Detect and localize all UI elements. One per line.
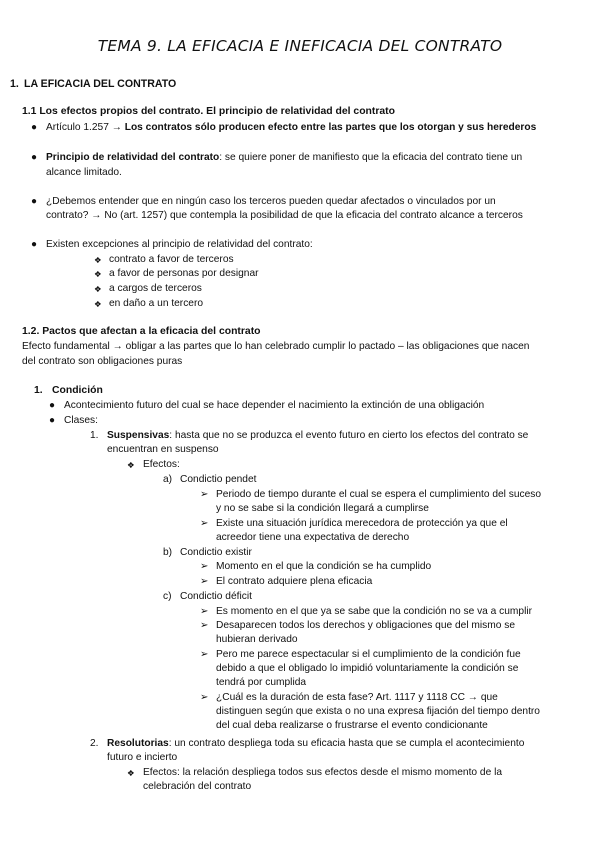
paragraph xyxy=(107,429,528,443)
paragraph-line: Existen excepciones al principio de relatividad del contrato: xyxy=(46,239,313,250)
document-title: TEMA 9. LA EFICACIA E INEFICACIA DEL CONTRATO xyxy=(97,37,503,55)
list-letter: b) xyxy=(163,547,173,558)
paragraph-line: Periodo de tiempo durante el cual se espera el cumplimiento del suceso xyxy=(216,489,542,500)
paragraph-line: Efecto fundamental → obligar a las partes que lo han celebrado cumplir lo pactado – las obligaciones que nacen xyxy=(22,341,530,352)
diamond-bullet-icon: ❖ xyxy=(94,269,102,279)
list-number: 2. xyxy=(90,738,99,749)
paragraph-line: El contrato adquiere plena eficacia xyxy=(216,576,373,587)
text-run: : un contrato despliega toda su eficacia hasta que se cumpla el acontecimiento xyxy=(168,738,525,749)
paragraph xyxy=(46,151,522,165)
bullet-dot: ● xyxy=(31,152,38,163)
paragraph-line: ¿Cuál es la duración de esta fase? Art. 1117 y 1118 CC → que xyxy=(216,692,498,703)
arrowhead-bullet-icon: ➢ xyxy=(200,620,209,631)
arrowhead-bullet-icon: ➢ xyxy=(200,561,209,572)
paragraph-line: Pero me parece espectacular si el cumplimiento de la condición fue xyxy=(216,649,521,660)
arrowhead-bullet-icon: ➢ xyxy=(200,489,209,500)
text-run-bold: Resolutorias xyxy=(107,738,169,749)
diamond-bullet-icon: ❖ xyxy=(94,284,102,294)
paragraph-line: hubieran derivado xyxy=(216,634,298,645)
diamond-bullet-icon: ❖ xyxy=(127,460,135,470)
paragraph-line: Condictio pendet xyxy=(180,474,257,485)
paragraph-line: Desaparecen todos los derechos y obligaciones que del mismo se xyxy=(216,620,516,631)
paragraph-line: debido a que el obligado lo impidió voluntariamente la condición se xyxy=(216,663,519,674)
paragraph xyxy=(107,737,524,751)
bullet-dot: ● xyxy=(49,400,56,411)
paragraph-line: Condictio déficit xyxy=(180,591,252,602)
paragraph-line: Es momento en el que ya se sabe que la condición no se va a cumplir xyxy=(216,606,532,617)
list-item: contrato a favor de terceros xyxy=(109,254,234,265)
list-item: en daño a un tercero xyxy=(109,298,204,309)
paragraph-line: y no se sabe si la condición llegará a cumplirse xyxy=(216,503,429,514)
arrowhead-bullet-icon: ➢ xyxy=(200,692,209,703)
bullet-dot: ● xyxy=(49,415,56,426)
bullet-dot: ● xyxy=(31,196,38,207)
diamond-bullet-icon: ❖ xyxy=(94,255,102,265)
paragraph-line: del contrato son obligaciones puras xyxy=(22,356,183,367)
paragraph xyxy=(46,121,536,135)
paragraph-line: acreedor tiene una expectativa de derecho xyxy=(216,532,410,543)
section-number: 1. xyxy=(10,78,19,90)
arrowhead-bullet-icon: ➢ xyxy=(200,649,209,660)
text-run-bold: Los contratos sólo producen efecto entre las partes que los otorgan y sus herederos xyxy=(124,122,537,133)
bullet-dot: ● xyxy=(31,122,38,133)
arrowhead-bullet-icon: ➢ xyxy=(200,576,209,587)
paragraph-line: futuro e incierto xyxy=(107,752,178,763)
text-run-bold: Principio de relatividad del contrato xyxy=(46,152,220,163)
paragraph-line: alcance limitado. xyxy=(46,167,122,178)
subsection-heading-1-1: 1.1 Los efectos propios del contrato. El principio de relatividad del contrato xyxy=(22,106,395,117)
paragraph-line: Efectos: la relación despliega todos sus efectos desde el mismo momento de la xyxy=(143,767,503,778)
paragraph-line: Efectos: xyxy=(143,459,180,470)
paragraph-line: celebración del contrato xyxy=(143,781,252,792)
list-number: 1. xyxy=(34,385,43,396)
bullet-dot: ● xyxy=(31,239,38,250)
diamond-bullet-icon: ❖ xyxy=(127,768,135,778)
text-run: : hasta que no se produzca el evento futuro en cierto los efectos del contrato se xyxy=(169,430,529,441)
paragraph-line: Acontecimiento futuro del cual se hace depender el nacimiento la extinción de una obligación xyxy=(64,400,485,411)
paragraph-line: encuentran en suspenso xyxy=(107,444,219,455)
text-run: Artículo 1.257 → xyxy=(46,122,125,133)
paragraph-line: Clases: xyxy=(64,415,98,426)
paragraph-line: del cual deba realizarse o frustrarse el evento condicionante xyxy=(216,720,488,731)
paragraph-line: Existe una situación jurídica merecedora de protección ya que el xyxy=(216,518,508,529)
subsection-heading-1-2: 1.2. Pactos que afectan a la eficacia del contrato xyxy=(22,326,261,337)
list-letter: a) xyxy=(163,474,173,485)
text-run: : se quiere poner de manifiesto que la eficacia del contrato tiene un xyxy=(219,152,523,163)
list-item: a favor de personas por designar xyxy=(109,268,259,279)
paragraph-line: Momento en el que la condición se ha cumplido xyxy=(216,561,432,572)
paragraph-line: ¿Debemos entender que en ningún caso los terceros pueden quedar afectados o vinculados por un xyxy=(46,196,496,207)
diamond-bullet-icon: ❖ xyxy=(94,299,102,309)
paragraph-line: contrato? → No (art. 1257) que contempla la posibilidad de que la eficacia del contrato alcance a terceros xyxy=(46,210,523,221)
condicion-heading: Condición xyxy=(52,385,103,396)
section-heading: LA EFICACIA DEL CONTRATO xyxy=(24,78,177,90)
list-number: 1. xyxy=(90,430,99,441)
arrowhead-bullet-icon: ➢ xyxy=(200,518,209,529)
list-letter: c) xyxy=(163,591,172,602)
paragraph-line: Condictio existir xyxy=(180,547,252,558)
arrowhead-bullet-icon: ➢ xyxy=(200,606,209,617)
list-item: a cargos de terceros xyxy=(109,283,202,294)
paragraph-line: tendrá por cumplida xyxy=(216,677,307,688)
text-run-bold: Suspensivas xyxy=(107,430,170,441)
paragraph-line: distinguen según que exista o no una expresa fijación del tiempo dentro xyxy=(216,706,540,717)
